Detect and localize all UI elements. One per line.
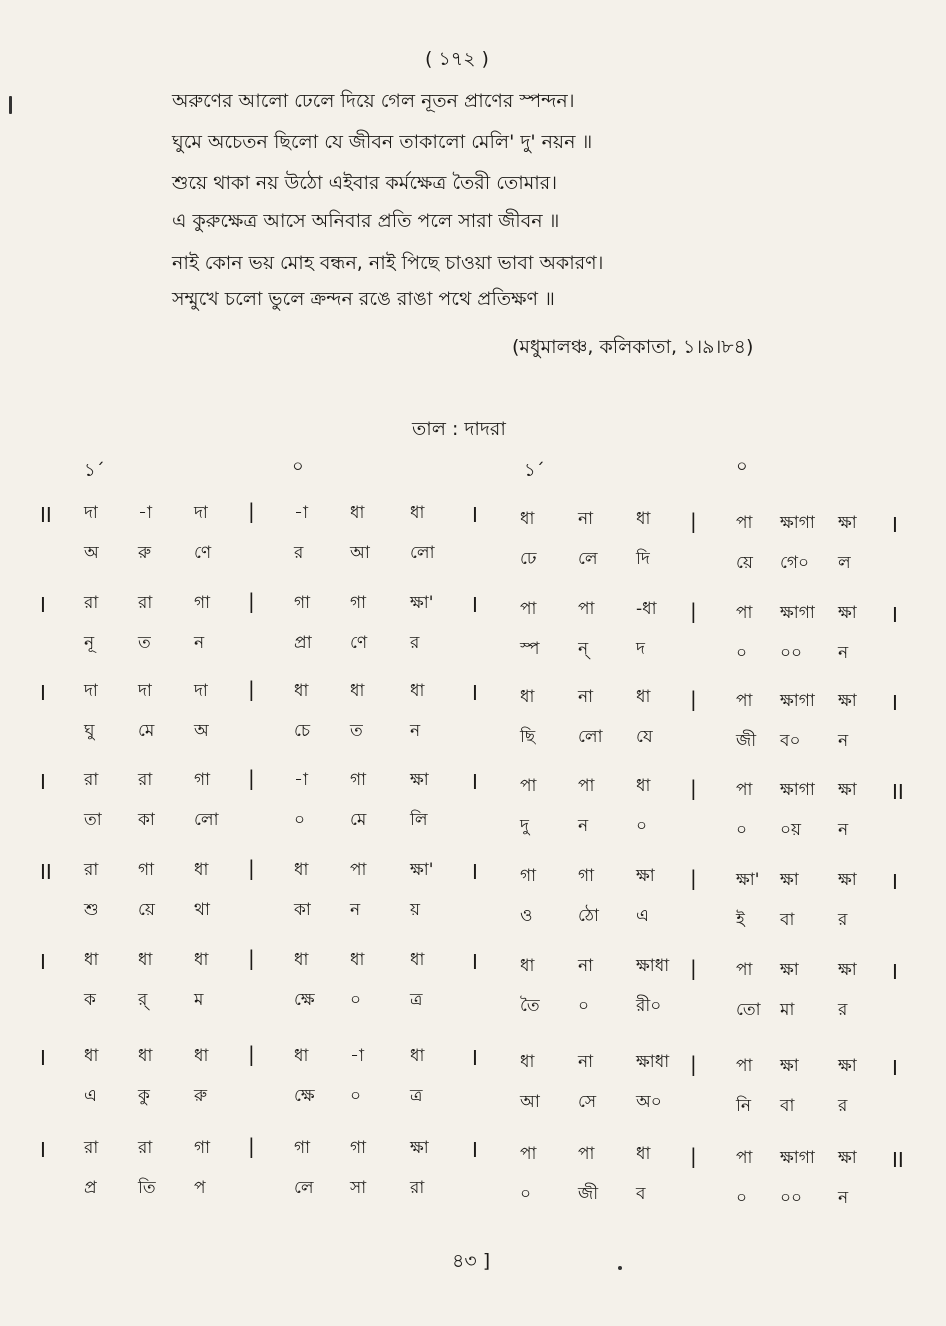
bar-divider: | [690, 1144, 697, 1168]
swara-note: পা [520, 599, 537, 619]
lyric-syllable: অ [84, 543, 99, 563]
beat-marker: ০ [292, 456, 304, 477]
lyric-syllable: ত্র [410, 1086, 423, 1106]
lyric-syllable: য়ে [138, 900, 155, 920]
swara-note: পা [350, 860, 367, 880]
lyric-syllable: মা [780, 1000, 795, 1020]
swara-note: ক্ষা [838, 513, 857, 533]
swara-note: গা [578, 866, 595, 886]
swara-note: ধা [410, 503, 425, 523]
swara-note: -া [294, 770, 308, 790]
lyric-syllable: দি [636, 549, 650, 569]
lyric-syllable: ০ [578, 996, 590, 1016]
swara-note: ধা [520, 956, 535, 976]
bar-divider: | [248, 499, 255, 523]
lyric-syllable: অ [194, 721, 209, 741]
lyric-syllable: ঠো [578, 906, 599, 926]
lyric-syllable: তা [84, 810, 102, 830]
scan-mark [618, 1266, 622, 1270]
swara-note: ধা [350, 503, 365, 523]
lyric-syllable: লে [294, 1178, 314, 1198]
verse-line: ঘুমে অচেতন ছিলো যে জীবন তাকালো মেলি' দু' নয়ন ॥ [172, 131, 593, 153]
lyric-syllable: নূ [84, 633, 95, 653]
lyric-syllable: র [410, 633, 420, 653]
lyric-syllable: কু [138, 1086, 150, 1106]
swara-note: পা [578, 776, 595, 796]
bar-line-start: I [40, 681, 46, 705]
lyric-syllable: আ [350, 543, 370, 563]
swara-note: ক্ষা [838, 870, 857, 890]
swara-note: ক্ষা [780, 870, 799, 890]
lyric-syllable: ০ [736, 1188, 748, 1208]
swara-note: রা [84, 593, 99, 613]
swara-note: ক্ষাগা [780, 691, 815, 711]
swara-note: ক্ষা' [736, 870, 760, 890]
swara-note: গা [350, 593, 367, 613]
lyric-syllable: ন্ [578, 639, 589, 659]
swara-note: ধা [84, 950, 99, 970]
swara-note: পা [578, 1144, 595, 1164]
bar-divider: | [690, 599, 697, 623]
bar-line-start: I [40, 1046, 46, 1070]
swara-note: ধা [636, 687, 651, 707]
lyric-syllable: ম [194, 990, 204, 1010]
lyric-syllable: ণে [194, 543, 212, 563]
swara-note: গা [138, 860, 155, 880]
bar-line-start: I [40, 950, 46, 974]
lyric-syllable: সে [578, 1092, 597, 1112]
lyric-syllable: যে [636, 727, 653, 747]
lyric-syllable: রা [410, 1178, 425, 1198]
lyric-syllable: ০ [294, 810, 306, 830]
lyric-syllable: ক [84, 990, 96, 1010]
lyric-syllable: ন [838, 1188, 849, 1208]
lyric-syllable: তৈ [520, 996, 540, 1016]
swara-note: ধা [294, 1046, 309, 1066]
swara-note: পা [736, 1056, 753, 1076]
swara-note: রা [84, 1138, 99, 1158]
bar-line-start: I [40, 770, 46, 794]
bar-line-start: I [40, 593, 46, 617]
swara-note: ধা [410, 950, 425, 970]
lyric-syllable: দ [636, 639, 645, 659]
swara-note: ধা [294, 681, 309, 701]
lyric-syllable: প [194, 1178, 206, 1198]
lyric-syllable: ক্ষে [294, 990, 315, 1010]
lyric-syllable: ঢে [520, 549, 537, 569]
swara-note: পা [736, 960, 753, 980]
page-number: ( ১৭২ ) [425, 48, 489, 70]
lyric-syllable: র [838, 910, 848, 930]
swara-note: ক্ষাগা [780, 513, 815, 533]
bar-divider: | [248, 946, 255, 970]
lyric-syllable: ০ [636, 816, 648, 836]
lyric-syllable: ০ [520, 1184, 532, 1204]
swara-note: পা [578, 599, 595, 619]
swara-note: ক্ষাগা [780, 1148, 815, 1168]
swara-note: ক্ষা [780, 960, 799, 980]
lyric-syllable: র [838, 1096, 848, 1116]
bar-line-end: I [892, 603, 898, 627]
lyric-syllable: প্রা [294, 633, 312, 653]
lyric-syllable: য়ে [736, 553, 753, 573]
footer-page-marker: ৪৩ ] [452, 1250, 491, 1272]
bar-line-end: II [892, 780, 904, 804]
swara-note: ধা [520, 509, 535, 529]
taal-title: তাল : দাদরা [412, 418, 506, 440]
swara-note: দা [194, 503, 208, 523]
lyric-syllable: র্ [138, 990, 148, 1010]
swara-note: ক্ষা [636, 866, 655, 886]
lyric-syllable: ত [350, 721, 363, 741]
lyric-syllable: আ [520, 1092, 540, 1112]
lyric-syllable: চে [294, 721, 311, 741]
lyric-syllable: অ০ [636, 1092, 662, 1112]
lyric-syllable: থা [194, 900, 210, 920]
swara-note: ধা [410, 681, 425, 701]
swara-note: পা [736, 513, 753, 533]
bar-line-end: I [892, 691, 898, 715]
lyric-syllable: ০ [736, 643, 748, 663]
swara-note: ধা [350, 950, 365, 970]
swara-note: ক্ষা [838, 1056, 857, 1076]
swara-note: ক্ষা [838, 1148, 857, 1168]
swara-note: পা [736, 780, 753, 800]
bar-divider: | [248, 677, 255, 701]
swara-note: দা [138, 681, 152, 701]
swara-note: গা [194, 1138, 211, 1158]
verse-line: অরুণের আলো ঢেলে দিয়ে গেল নূতন প্রাণের স্পন্দন। [172, 90, 575, 112]
bar-divider: | [690, 776, 697, 800]
swara-note: গা [350, 1138, 367, 1158]
lyric-syllable: ০০ [780, 1188, 803, 1208]
bar-line: I [472, 681, 478, 705]
lyric-syllable: ন [838, 731, 849, 751]
lyric-syllable: ০য় [780, 820, 802, 840]
swara-note: গা [350, 770, 367, 790]
swara-note: -া [138, 503, 152, 523]
swara-note: না [578, 956, 594, 976]
swara-note: ক্ষা [838, 603, 857, 623]
lyric-syllable: ই [736, 910, 745, 930]
lyric-syllable: য় [410, 900, 421, 920]
bar-line-start: I [40, 1138, 46, 1162]
lyric-syllable: শু [84, 900, 99, 920]
swara-note: রা [138, 1138, 153, 1158]
lyric-syllable: লি [410, 810, 428, 830]
swara-note: না [578, 1052, 594, 1072]
bar-line-end: I [892, 870, 898, 894]
lyric-syllable: ব০ [780, 731, 801, 751]
bar-line: I [472, 593, 478, 617]
verse-line: শুয়ে থাকা নয় উঠো এইবার কর্মক্ষেত্র তৈরী তোমার। [172, 172, 558, 194]
swara-note: ক্ষা' [410, 593, 434, 613]
bar-line: I [472, 503, 478, 527]
bar-divider: | [690, 509, 697, 533]
bar-line-start: II [40, 860, 52, 884]
lyric-syllable: বা [780, 910, 795, 930]
swara-note: ধা [194, 1046, 209, 1066]
bar-line-start: II [40, 503, 52, 527]
bar-line: I [472, 860, 478, 884]
swara-note: ধা [138, 950, 153, 970]
lyric-syllable: প্র [84, 1178, 97, 1198]
lyric-syllable: ত [138, 633, 151, 653]
lyric-syllable: ত্র [410, 990, 423, 1010]
bar-divider: | [248, 1042, 255, 1066]
lyric-syllable: লো [410, 543, 435, 563]
swara-note: ধা [520, 687, 535, 707]
verse-line: এ কুরুক্ষেত্র আসে অনিবার প্রতি পলে সারা জীবন ॥ [172, 210, 560, 232]
lyric-syllable: জী [578, 1184, 599, 1204]
swara-note: পা [736, 691, 753, 711]
lyric-syllable: ব [636, 1184, 646, 1204]
bar-divider: | [690, 687, 697, 711]
swara-note: রা [84, 770, 99, 790]
lyric-syllable: মে [350, 810, 367, 830]
lyric-syllable: ০০ [780, 643, 803, 663]
citation: (মধুমালঞ্চ, কলিকাতা, ১।৯।৮৪) [512, 336, 754, 358]
lyric-syllable: ন [194, 633, 205, 653]
bar-divider: | [248, 1134, 255, 1158]
swara-note: দা [84, 681, 98, 701]
swara-note: ক্ষা' [410, 860, 434, 880]
lyric-syllable: রু [138, 543, 152, 563]
beat-marker: ১´ [524, 460, 545, 481]
bar-divider: | [248, 856, 255, 880]
swara-note: গা [520, 866, 537, 886]
swara-note: না [578, 687, 594, 707]
swara-note: রা [84, 860, 99, 880]
swara-note: পা [520, 776, 537, 796]
verse-line: নাই কোন ভয় মোহ বন্ধন, নাই পিছে চাওয়া ভাবা অকারণ। [172, 252, 604, 274]
swara-note: ধা [636, 1144, 651, 1164]
swara-note: ক্ষা [410, 770, 429, 790]
swara-note: ক্ষা [838, 960, 857, 980]
lyric-syllable: ন [350, 900, 361, 920]
bar-line-end: I [892, 1056, 898, 1080]
lyric-syllable: তি [138, 1178, 156, 1198]
swara-note: পা [736, 1148, 753, 1168]
bar-divider: | [248, 766, 255, 790]
swara-note: পা [520, 1144, 537, 1164]
lyric-syllable: ছি [520, 727, 536, 747]
lyric-syllable: র [838, 1000, 848, 1020]
bar-divider: | [248, 589, 255, 613]
bar-line: I [472, 770, 478, 794]
swara-note: ধা [294, 950, 309, 970]
lyric-syllable: গে০ [780, 553, 810, 573]
swara-note: ধা [138, 1046, 153, 1066]
swara-note: গা [294, 1138, 311, 1158]
lyric-syllable: লো [578, 727, 603, 747]
swara-note: ধা [194, 950, 209, 970]
bar-line: I [472, 1138, 478, 1162]
lyric-syllable: ০ [736, 820, 748, 840]
lyric-syllable: তো [736, 1000, 761, 1020]
lyric-syllable: বা [780, 1096, 795, 1116]
bar-line-end: I [892, 513, 898, 537]
bar-line: I [472, 1046, 478, 1070]
swara-note: ক্ষাধা [636, 1052, 670, 1072]
bar-line: I [472, 950, 478, 974]
beat-marker: ১´ [84, 460, 105, 481]
lyric-syllable: ন [578, 816, 589, 836]
lyric-syllable: ০ [350, 1086, 362, 1106]
lyric-syllable: লে [578, 549, 598, 569]
swara-note: ধা [636, 776, 651, 796]
swara-note: ক্ষা [838, 691, 857, 711]
lyric-syllable: লো [194, 810, 219, 830]
verse-line: সম্মুখে চলো ভুলে ক্রন্দন রঙে রাঙা পথে প্রতিক্ষণ ॥ [172, 288, 555, 310]
swara-note: ধা [410, 1046, 425, 1066]
swara-note: ধা [350, 681, 365, 701]
swara-note: রা [138, 770, 153, 790]
lyric-syllable: রী০ [636, 996, 662, 1016]
swara-note: ধা [520, 1052, 535, 1072]
lyric-syllable: ন [410, 721, 421, 741]
swara-note: ক্ষাগা [780, 603, 815, 623]
lyric-syllable: ঘু [84, 721, 95, 741]
beat-marker: ০ [736, 456, 748, 477]
swara-note: দা [194, 681, 208, 701]
bar-divider: | [690, 956, 697, 980]
swara-note: ক্ষা [780, 1056, 799, 1076]
swara-note: ক্ষা [410, 1138, 429, 1158]
lyric-syllable: ক্ষে [294, 1086, 315, 1106]
swara-note: -া [294, 503, 308, 523]
swara-note: না [578, 509, 594, 529]
lyric-syllable: এ [636, 906, 649, 926]
lyric-syllable: ও [520, 906, 533, 926]
lyric-syllable: নি [736, 1096, 752, 1116]
swara-note: ক্ষাধা [636, 956, 670, 976]
lyric-syllable: ন [838, 643, 849, 663]
lyric-syllable: ০ [350, 990, 362, 1010]
lyric-syllable: ন [838, 820, 849, 840]
swara-note: ক্ষা [838, 780, 857, 800]
lyric-syllable: স্প [520, 639, 540, 659]
lyric-syllable: সা [350, 1178, 367, 1198]
swara-note: দা [84, 503, 98, 523]
scan-mark [9, 96, 12, 114]
swara-note: গা [194, 770, 211, 790]
swara-note: -া [350, 1046, 364, 1066]
swara-note: ধা [84, 1046, 99, 1066]
swara-note: পা [736, 603, 753, 623]
lyric-syllable: রু [194, 1086, 208, 1106]
lyric-syllable: এ [84, 1086, 97, 1106]
lyric-syllable: কা [138, 810, 155, 830]
lyric-syllable: ল [838, 553, 851, 573]
swara-note: ক্ষাগা [780, 780, 815, 800]
bar-divider: | [690, 866, 697, 890]
bar-divider: | [690, 1052, 697, 1076]
lyric-syllable: র [294, 543, 304, 563]
swara-note: রা [138, 593, 153, 613]
swara-note: ধা [194, 860, 209, 880]
swara-note: গা [194, 593, 211, 613]
swara-note: ধা [294, 860, 309, 880]
bar-line-end: I [892, 960, 898, 984]
lyric-syllable: দু [520, 816, 529, 836]
lyric-syllable: মে [138, 721, 155, 741]
lyric-syllable: কা [294, 900, 311, 920]
swara-note: ধা [636, 509, 651, 529]
bar-line-end: II [892, 1148, 904, 1172]
swara-note: গা [294, 593, 311, 613]
lyric-syllable: জী [736, 731, 757, 751]
lyric-syllable: ণে [350, 633, 368, 653]
swara-note: -ধা [636, 599, 657, 619]
